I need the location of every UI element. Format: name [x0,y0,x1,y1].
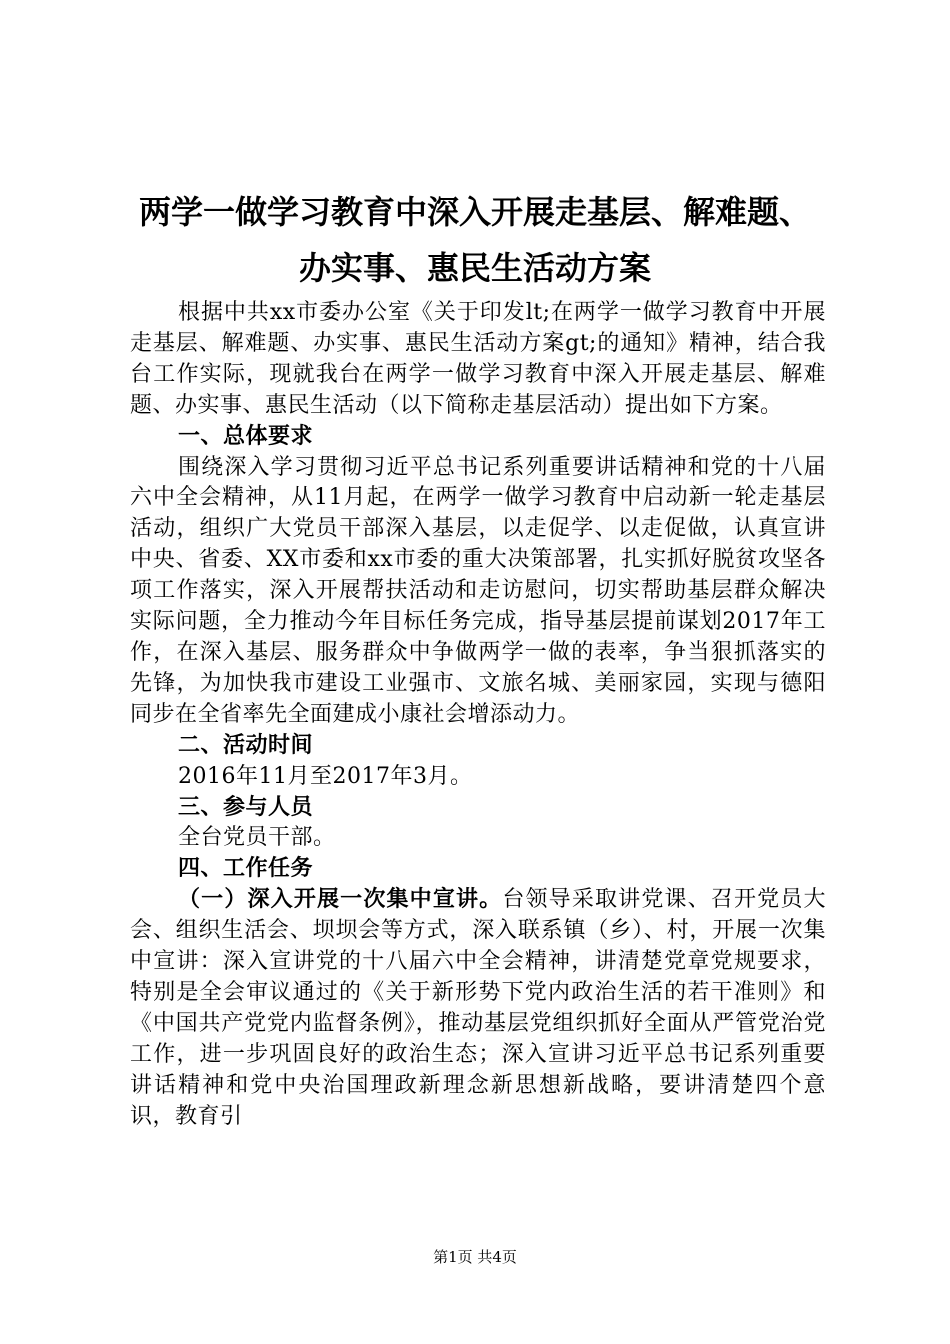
section-1-heading: 一、总体要求 [178,423,314,449]
section-3-heading: 三、参与人员 [178,794,314,820]
task-1-lead: （一）深入开展一次集中宣讲。 [178,887,503,913]
task-1-text: 台领导采取讲党课、召开党员大会、组织生活会、坝坝会等方式，深入联系镇（乡）、村，开展一次集中宣讲：深入宣讲党的十八届六中全会精神，讲清楚党章党规要求，特别是全会审议通过的《关于新形势下党内政治生活的若干准则》和《中国共产党党内监督条例》，推动基层党组织抓好全面从严管党治党工作，进一步巩固良好的政治生态；深入宣讲习近平总书记系列重要讲话精神和党中央治国理政新理念新思想新战略，要讲清楚四个意识，教育引 [130,887,826,1129]
section-2-heading: 二、活动时间 [178,732,314,758]
document-title-line-2: 办实事、惠民生活动方案 [298,249,651,287]
document-body [130,298,826,1132]
intro-paragraph: 根据中共xx市委办公室《关于印发lt;在两学一做学习教育中开展走基层、解难题、办实事、惠民生活动方案gt;的通知》精神，结合我台工作实际，现就我台在两学一做学习教育中深入开展走基层、解难题、办实事、惠民生活动（以下简称走基层活动）提出如下方案。 [130,300,826,418]
page-footer: 第1页 共4页 [433,1248,517,1266]
document-title-line-1: 两学一做学习教育中深入开展走基层、解难题、 [138,193,811,231]
section-3-paragraph: 全台党员干部。 [178,825,336,851]
section-4-heading: 四、工作任务 [178,856,314,882]
task-1-paragraph [130,885,826,1132]
section-1-paragraph: 围绕深入学习贯彻习近平总书记系列重要讲话精神和党的十八届六中全会精神，从11月起，在两学一做学习教育中启动新一轮走基层活动，组织广大党员干部深入基层，以走促学、以走促做，认真宣讲中央、省委、XX市委和xx市委的重大决策部署，扎实抓好脱贫攻坚各项工作落实，深入开展帮扶活动和走访慰问，切实帮助基层群众解决实际问题，全力推动今年目标任务完成，指导基层提前谋划2017年工作，在深入基层、服务群众中争做两学一做的表率，争当狠抓落实的先锋，为加快我市建设工业强市、文旅名城、美丽家园，实现与德阳同步在全省率先全面建成小康社会增添动力。 [130,454,826,727]
section-2-paragraph: 2016年11月至2017年3月。 [178,763,473,789]
